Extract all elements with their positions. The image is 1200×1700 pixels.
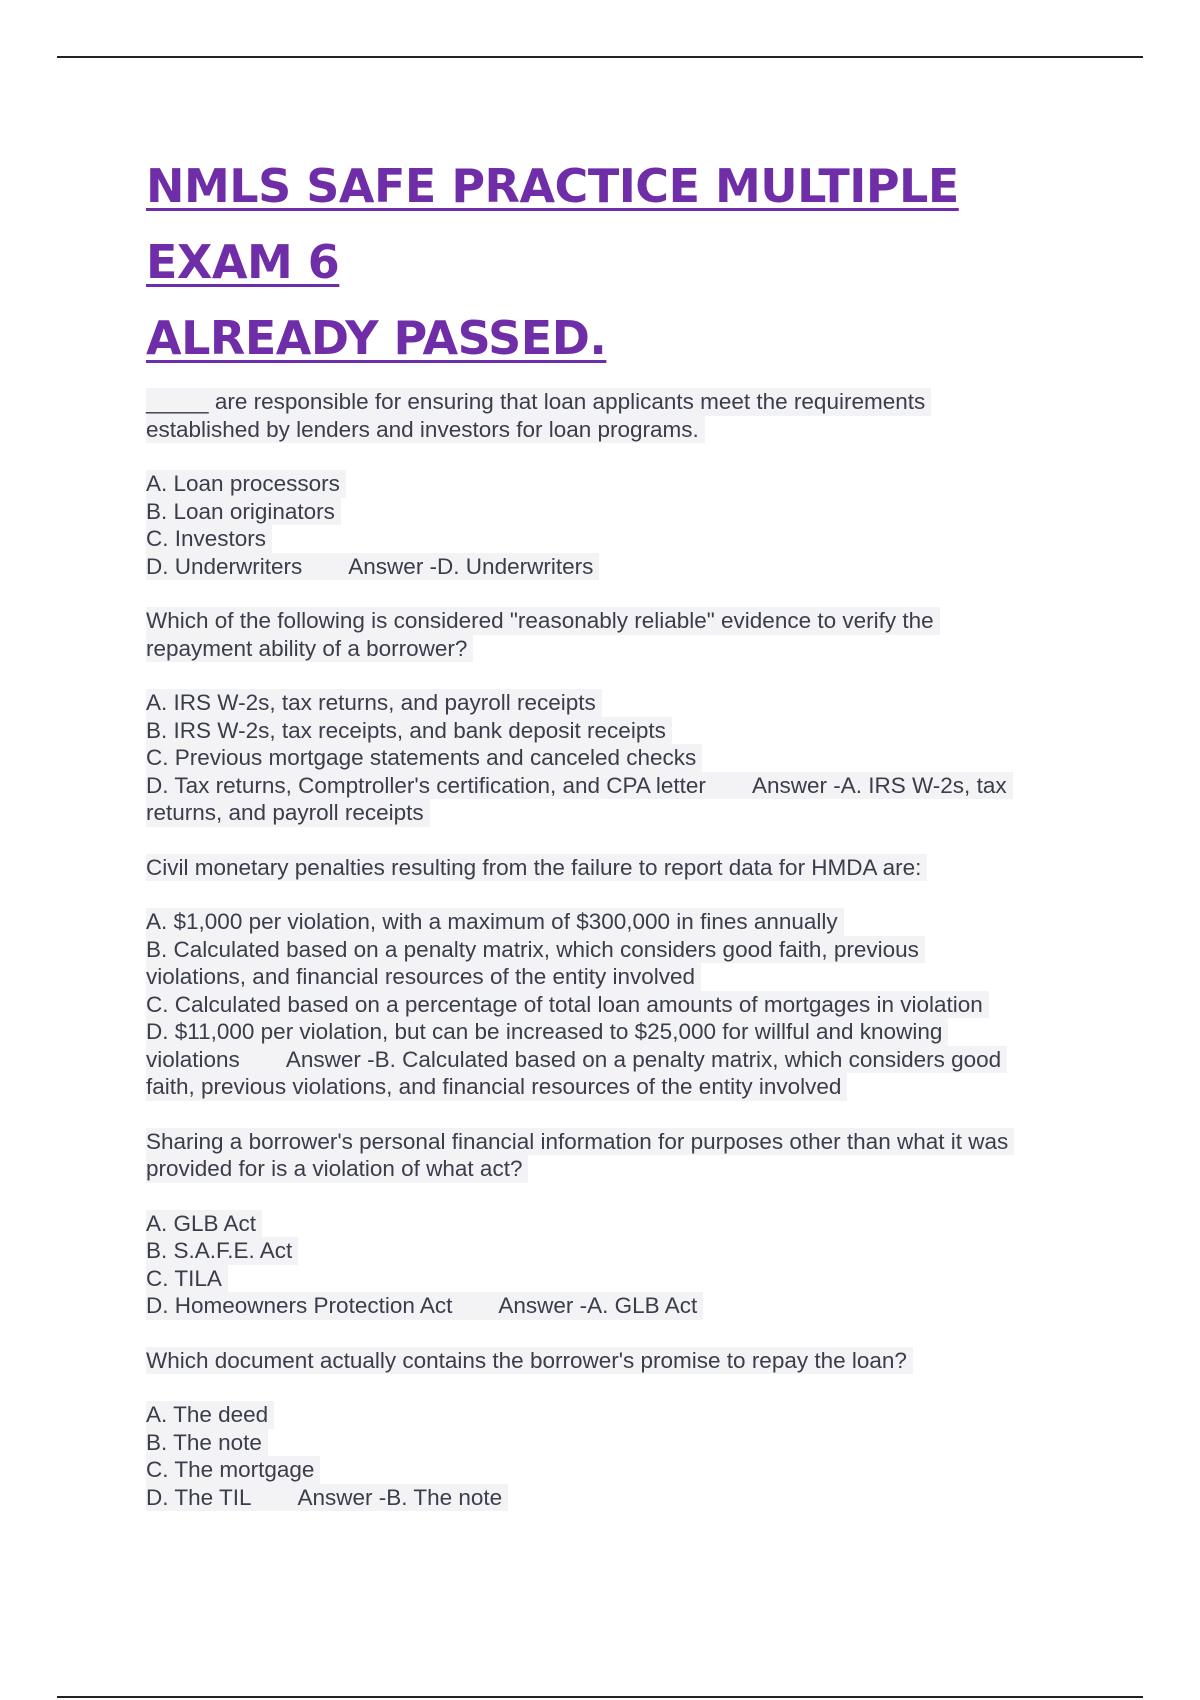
option-a: A. Loan processors bbox=[146, 470, 346, 498]
answer-text: Answer -B. Calculated based on a penalty matrix, which considers good bbox=[285, 1046, 1002, 1072]
question-1 bbox=[146, 388, 1096, 580]
answer-text: Answer -B. The note bbox=[297, 1484, 503, 1510]
document-body bbox=[146, 148, 1096, 1538]
option-list bbox=[146, 1401, 1096, 1511]
answer-continuation: returns, and payroll receipts bbox=[146, 799, 430, 827]
option-d: D. Tax returns, Comptroller's certification, and CPA letter bbox=[146, 772, 706, 798]
question-stem bbox=[146, 1347, 1096, 1375]
question-2 bbox=[146, 607, 1096, 827]
option-b: B. S.A.F.E. Act bbox=[146, 1237, 298, 1265]
option-d: D. $11,000 per violation, but can be increased to $25,000 for willful and knowing bbox=[146, 1018, 948, 1046]
answer-continuation: faith, previous violations, and financial resources of the entity involved bbox=[146, 1073, 847, 1101]
option-list bbox=[146, 470, 1096, 580]
stem-line: repayment ability of a borrower? bbox=[146, 635, 473, 663]
option-c: C. The mortgage bbox=[146, 1456, 320, 1484]
stem-line: Sharing a borrower's personal financial information for purposes other than what it was bbox=[146, 1128, 1014, 1156]
header-rule bbox=[57, 56, 1143, 58]
option-list bbox=[146, 689, 1096, 827]
option-b: B. The note bbox=[146, 1429, 268, 1457]
answer-text: Answer -A. IRS W-2s, tax bbox=[751, 772, 1007, 798]
option-b: B. IRS W-2s, tax receipts, and bank deposit receipts bbox=[146, 717, 672, 745]
title-line-1: NMLS SAFE PRACTICE MULTIPLE EXAM 6 bbox=[146, 159, 959, 289]
option-d: D. Homeowners Protection Act bbox=[146, 1293, 453, 1318]
option-b: B. Calculated based on a penalty matrix, which considers good faith, previous bbox=[146, 936, 925, 964]
option-b: B. Loan originators bbox=[146, 498, 341, 526]
option-a: A. $1,000 per violation, with a maximum of $300,000 in fines annually bbox=[146, 908, 844, 936]
question-5 bbox=[146, 1347, 1096, 1512]
question-stem bbox=[146, 607, 1096, 662]
option-b-continuation: violations, and financial resources of the entity involved bbox=[146, 963, 701, 991]
option-d: D. The TIL bbox=[146, 1484, 252, 1510]
stem-line: Civil monetary penalties resulting from the failure to report data for HMDA are: bbox=[146, 854, 927, 882]
option-d: D. Underwriters bbox=[146, 553, 303, 579]
question-4 bbox=[146, 1128, 1096, 1320]
option-c: C. Investors bbox=[146, 525, 272, 553]
option-c: C. Calculated based on a percentage of total loan amounts of mortgages in violation bbox=[146, 991, 989, 1019]
footer-rule bbox=[57, 1696, 1143, 1698]
question-stem bbox=[146, 1128, 1096, 1183]
option-a: A. IRS W-2s, tax returns, and payroll receipts bbox=[146, 689, 602, 717]
stem-line: established by lenders and investors for loan programs. bbox=[146, 416, 705, 444]
answer-text: Answer -D. Underwriters bbox=[348, 553, 594, 579]
stem-line: provided for is a violation of what act? bbox=[146, 1155, 528, 1183]
option-a: A. GLB Act bbox=[146, 1210, 262, 1238]
option-a: A. The deed bbox=[146, 1401, 274, 1429]
option-c: C. TILA bbox=[146, 1265, 228, 1293]
stem-line: Which of the following is considered "reasonably reliable" evidence to verify the bbox=[146, 607, 940, 635]
question-stem bbox=[146, 388, 1096, 443]
stem-line: _____ are responsible for ensuring that loan applicants meet the requirements bbox=[146, 388, 931, 416]
option-list bbox=[146, 908, 1096, 1101]
option-d-continuation: violations bbox=[146, 1046, 240, 1072]
document-title bbox=[146, 148, 1096, 376]
title-line-2: ALREADY PASSED. bbox=[146, 311, 607, 365]
question-stem bbox=[146, 854, 1096, 882]
stem-line: Which document actually contains the borrower's promise to repay the loan? bbox=[146, 1347, 913, 1375]
question-3 bbox=[146, 854, 1096, 1101]
answer-text: Answer -A. GLB Act bbox=[498, 1293, 698, 1318]
option-list bbox=[146, 1210, 1096, 1320]
question-list bbox=[146, 388, 1096, 1511]
option-c: C. Previous mortgage statements and canceled checks bbox=[146, 744, 702, 772]
